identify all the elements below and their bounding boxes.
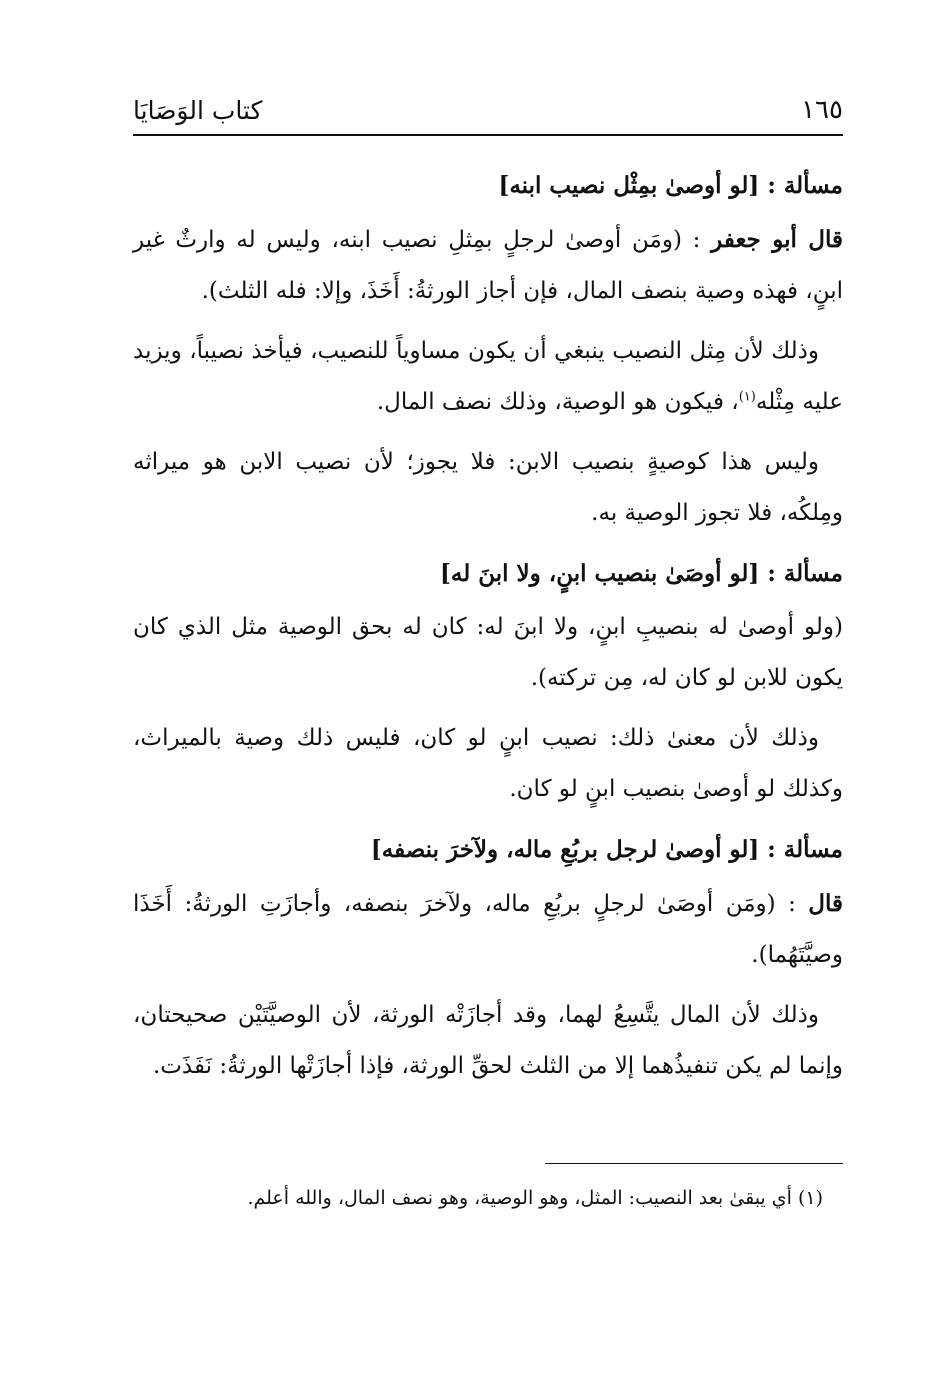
section-heading-1: مسألة : [لو أوصىٰ بمِثْل نصيب ابنه] (498, 172, 843, 199)
footnote: (١) أي يبقىٰ بعد النصيب: المثل، وهو الوصية، وهو نصف المال، والله أعلم. (247, 1187, 823, 1209)
paragraph-text: وذلك لأن مِثل النصيب ينبغي أن يكون مساوياً للنصيب، فيأخذ نصيباً، ويزيد عليه مِثْله (133, 338, 843, 415)
page-header (133, 88, 843, 132)
header-rule (133, 134, 843, 136)
paragraph-text: : (ومَن أوصىٰ لرجلٍ بمِثلِ نصيب ابنه، وليس له وارثٌ غير ابنٍ، فهذه وصية بنصف المال، فإن أجاز الورثةُ: أَخَذَ، وإلا: فله الثلث). (133, 227, 843, 304)
section-heading-3: مسألة : [لو أوصىٰ لرجل بربُعِ ماله، ولآخرَ بنصفه] (370, 836, 843, 863)
paragraph-6 (133, 878, 843, 981)
page-number: ١٦٥ (801, 95, 843, 125)
paragraph-1 (133, 214, 843, 317)
paragraph-4: (ولو أوصىٰ له بنصيبِ ابنٍ، ولا ابنَ له: كان له بحق الوصية مثل الذي كان يكون للابن لو كان له، مِن تركته). (133, 614, 843, 691)
speaker-lead: قال أبو جعفر (711, 226, 843, 253)
footnote-rule (545, 1163, 843, 1164)
section-heading-2: مسألة : [لو أوصَىٰ بنصيب ابنٍ، ولا ابنَ له] (440, 560, 843, 587)
paragraph-text: : (ومَن أوصَىٰ لرجلٍ بربُعِ ماله، ولآخرَ بنصفه، وأجازَتِ الورثةُ: أَخَذَا وصيَّتَهُما). (133, 891, 843, 968)
paragraph-5: وذلك لأن معنىٰ ذلك: نصيب ابنٍ لو كان، فليس ذلك وصية بالميراث، وكذلك لو أوصىٰ بنصيب ابنٍ لو كان. (133, 725, 843, 802)
running-title: كتاب الوَصَايَا (133, 95, 263, 125)
paragraph-3: وليس هذا كوصيةٍ بنصيب الابن: فلا يجوز؛ لأن نصيب الابن هو ميراثه ومِلكُه، فلا تجوز الوصية به. (133, 449, 843, 526)
paragraph-text: ، فيكون هو الوصية، وذلك نصف المال. (376, 389, 739, 415)
paragraph-2 (133, 326, 843, 428)
footnote-marker[interactable]: (١) (738, 389, 756, 405)
speaker-lead: قال (808, 890, 843, 917)
paragraph-7: وذلك لأن المال يتَّسِعُ لهما، وقد أجازَتْه الورثة، لأن الوصيَّتَيْن صحيحتان، وإنما لم يكن تنفيذُهما إلا من الثلث لحقِّ الورثة، فإذا أجازَتْها الورثةُ: نَفَذَت. (133, 1002, 843, 1079)
main-text (133, 160, 843, 1101)
